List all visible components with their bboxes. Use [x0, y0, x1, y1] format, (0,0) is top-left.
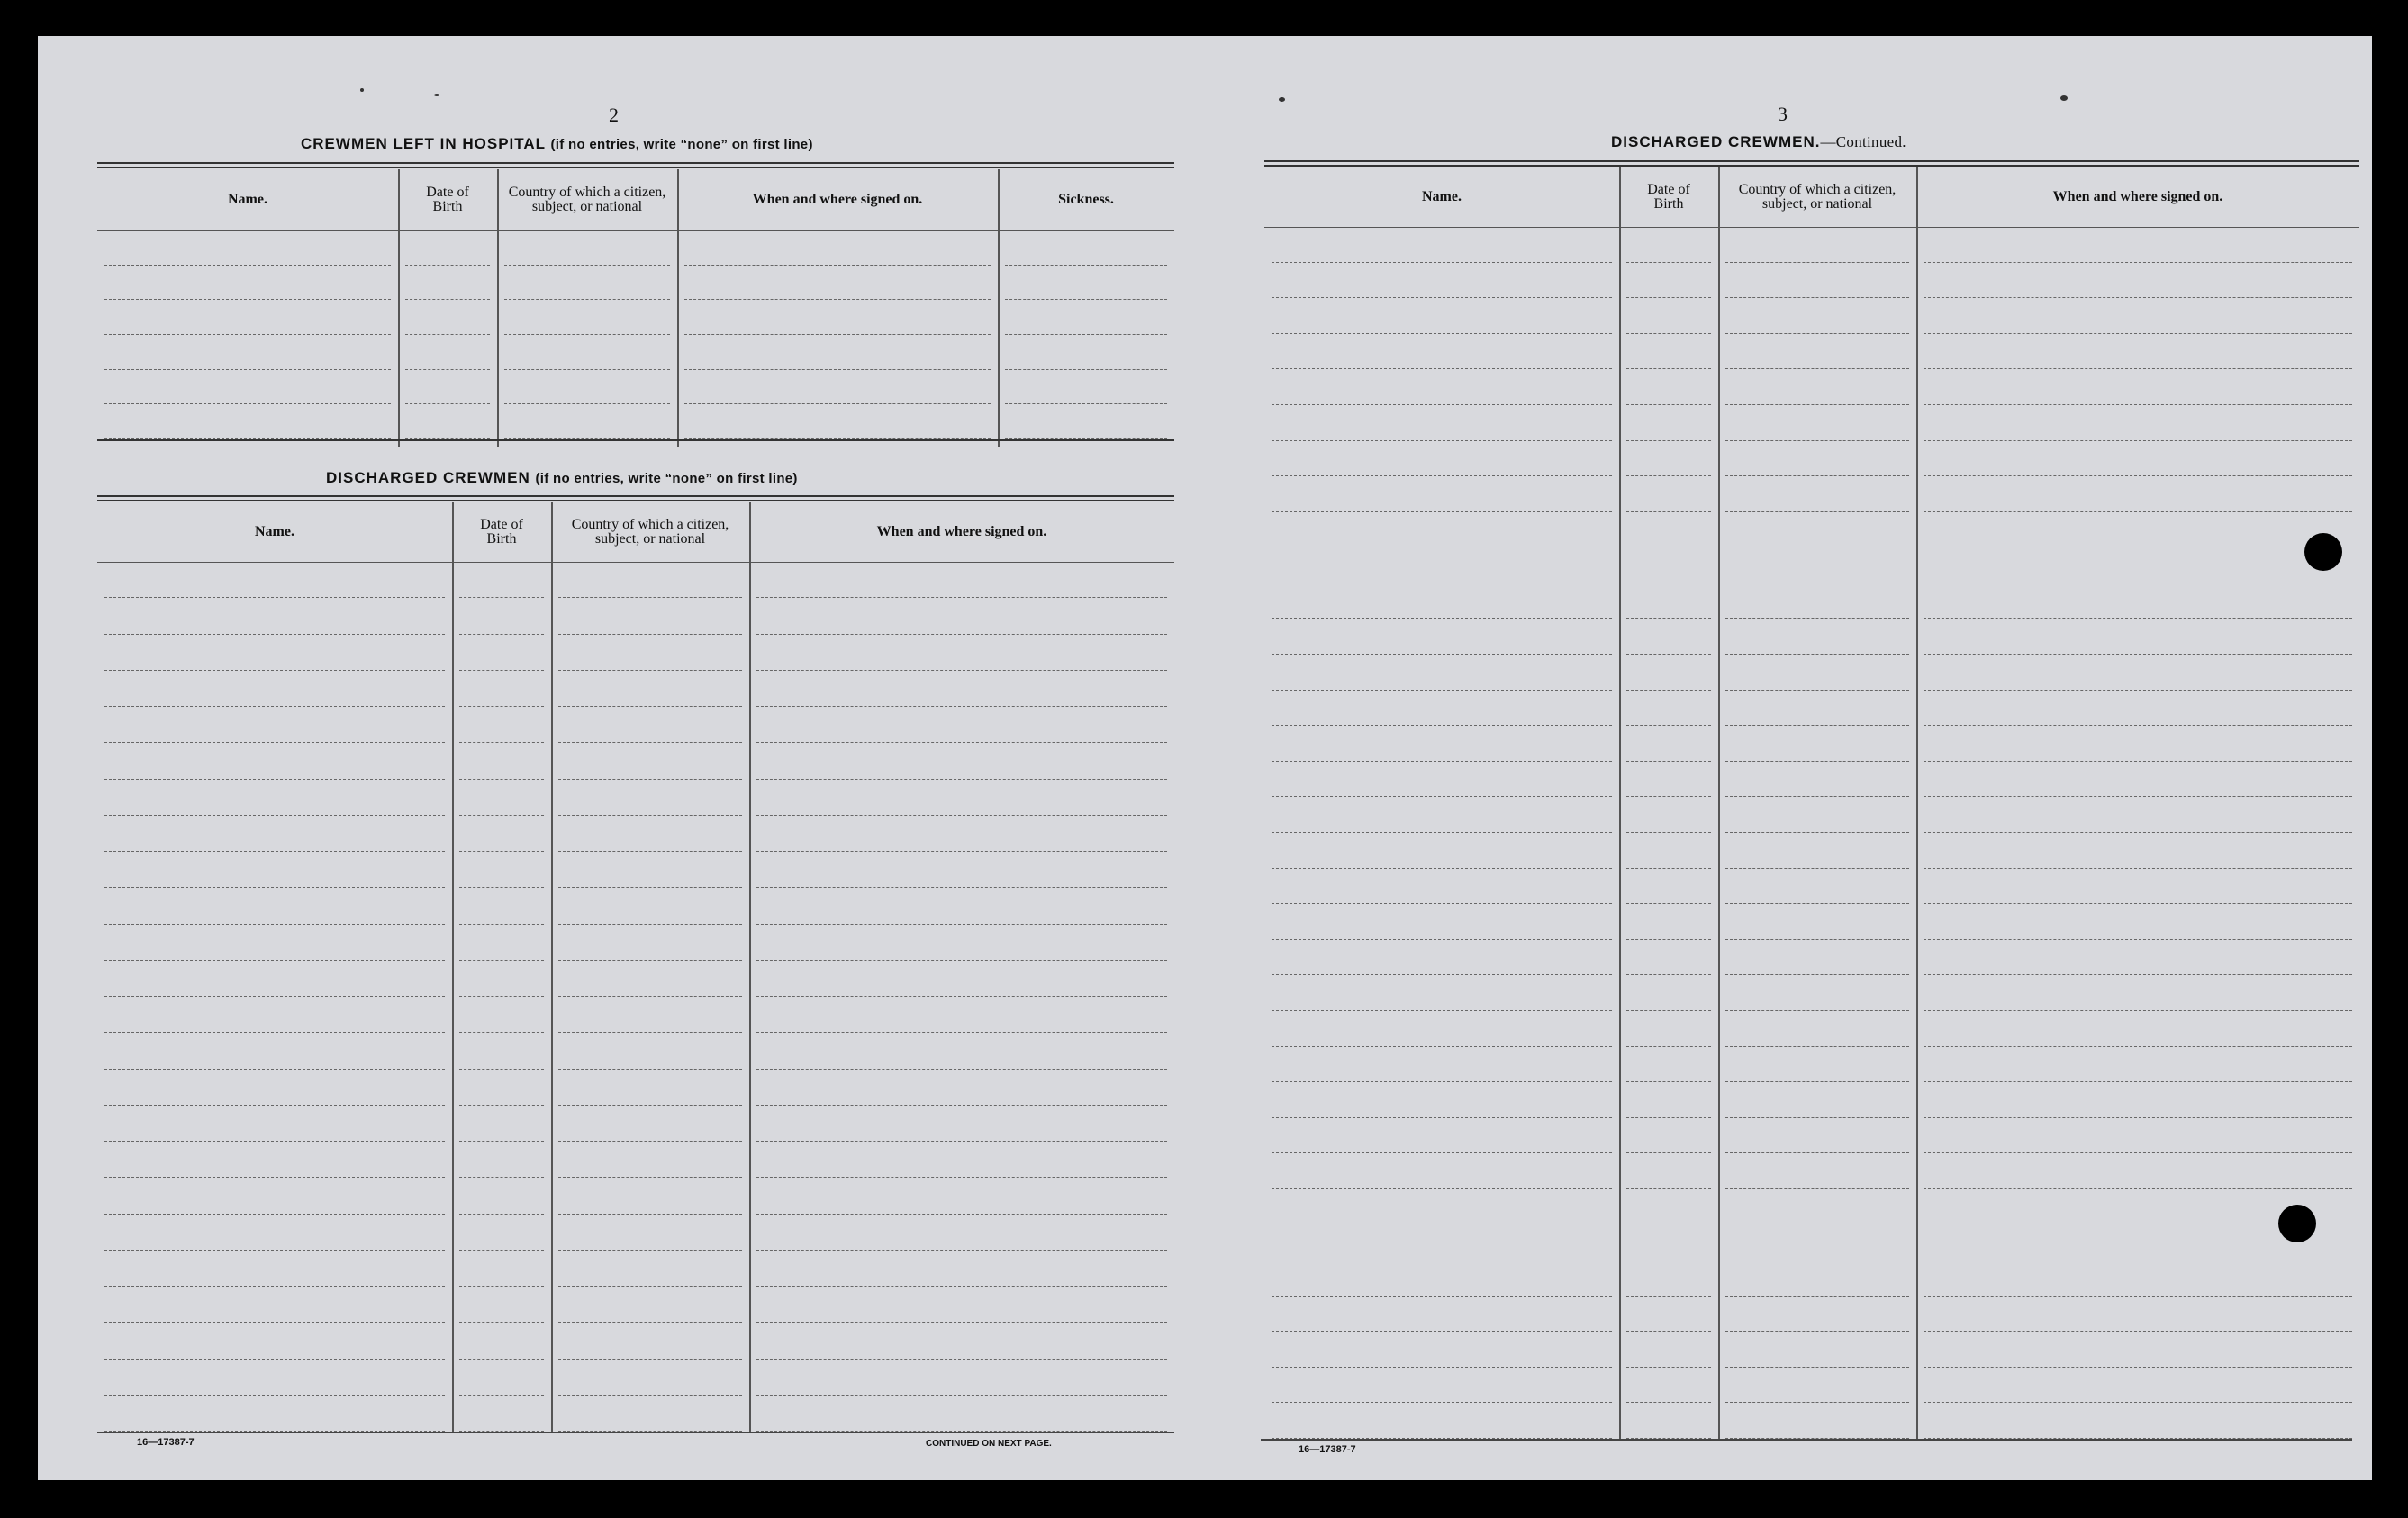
- discharged-bottom-rule: [97, 1432, 1174, 1433]
- table-row: [97, 1396, 1174, 1432]
- punch-hole: [2304, 533, 2342, 571]
- discharged-continued-table: [1264, 167, 2359, 1439]
- table-row: [1264, 547, 2359, 583]
- table-row: [97, 743, 1174, 779]
- header-country: Country of which a citizen, subject, or national: [1738, 182, 1897, 212]
- table-row: [1264, 691, 2359, 727]
- discharged-top-rule: [97, 495, 1174, 501]
- table-row: [97, 1033, 1174, 1069]
- left-page: [38, 36, 1181, 1480]
- table-row: [97, 635, 1174, 671]
- table-row: [97, 1106, 1174, 1142]
- table-row: [97, 888, 1174, 924]
- table-row: [97, 852, 1174, 888]
- table-row: [97, 671, 1174, 707]
- header-sickness: Sickness.: [1058, 192, 1114, 207]
- table-row: [1264, 1332, 2359, 1368]
- hospital-top-rule: [97, 162, 1174, 168]
- table-row: [97, 266, 1174, 301]
- table-row: [1264, 1011, 2359, 1047]
- table-row: [1264, 833, 2359, 869]
- table-row: [97, 1070, 1174, 1106]
- table-row: [1264, 512, 2359, 548]
- discharged-section-title: DISCHARGED CREWMEN (if no entries, write “none” on first line): [326, 469, 798, 486]
- table-row: [97, 598, 1174, 634]
- continued-note: CONTINUED ON NEXT PAGE.: [926, 1439, 1052, 1449]
- table-row: [1264, 583, 2359, 619]
- hospital-table: [97, 169, 1174, 447]
- table-row: [1264, 1153, 2359, 1189]
- table-row: [97, 1360, 1174, 1396]
- table-row: [97, 1251, 1174, 1287]
- table-row: [1264, 405, 2359, 441]
- table-row: [97, 1287, 1174, 1323]
- scan-speck: [360, 88, 364, 92]
- table-row: [1264, 904, 2359, 940]
- table-row: [1264, 334, 2359, 370]
- table-row: [1264, 1260, 2359, 1297]
- hospital-bottom-rule: [97, 439, 1174, 443]
- table-row: [1264, 1224, 2359, 1260]
- table-row: [1264, 940, 2359, 976]
- discharged-continued-title: DISCHARGED CREWMEN.—Continued.: [1611, 133, 1906, 150]
- header-date-of-birth: Date of Birth: [426, 185, 469, 214]
- table-row: [1264, 1082, 2359, 1118]
- table-row: [97, 300, 1174, 335]
- table-row: [97, 562, 1174, 598]
- header-country: Country of which a citizen, subject, or national: [571, 517, 729, 547]
- table-row: [1264, 797, 2359, 833]
- table-row: [1264, 476, 2359, 512]
- header-name: Name.: [228, 192, 267, 207]
- form-code: 16—17387-7: [137, 1437, 195, 1448]
- table-row: [1264, 1403, 2359, 1439]
- right-top-rule: [1264, 160, 2359, 167]
- hospital-section-title: CREWMEN LEFT IN HOSPITAL (if no entries, write “none” on first line): [301, 135, 813, 152]
- table-row: [97, 230, 1174, 266]
- header-country: Country of which a citizen, subject, or national: [508, 185, 666, 214]
- table-row: [1264, 263, 2359, 299]
- table-row: [97, 707, 1174, 743]
- header-name: Name.: [1422, 189, 1462, 204]
- table-row: [1264, 1047, 2359, 1083]
- form-sheet: [38, 36, 2372, 1480]
- table-row: [1264, 762, 2359, 798]
- table-row: [1264, 619, 2359, 655]
- table-row: [1264, 441, 2359, 477]
- table-row: [1264, 726, 2359, 762]
- table-row: [1264, 869, 2359, 905]
- table-row: [97, 780, 1174, 816]
- table-row: [97, 961, 1174, 997]
- page-number: 2: [609, 104, 619, 126]
- scan-speck: [1279, 97, 1285, 102]
- header-name: Name.: [255, 524, 294, 539]
- table-row: [1264, 975, 2359, 1011]
- table-row: [1264, 1118, 2359, 1154]
- punch-hole: [2278, 1205, 2316, 1242]
- table-row: [97, 816, 1174, 852]
- table-row: [1264, 1297, 2359, 1333]
- discharged-table: [97, 502, 1174, 1432]
- table-row: [97, 1178, 1174, 1214]
- table-row: [97, 925, 1174, 961]
- table-row: [1264, 655, 2359, 691]
- header-date-of-birth: Date of Birth: [1647, 182, 1690, 212]
- table-row: [97, 997, 1174, 1033]
- header-date-of-birth: Date of Birth: [480, 517, 523, 547]
- table-row: [1264, 1368, 2359, 1404]
- form-code: 16—17387-7: [1299, 1444, 1356, 1455]
- table-row: [97, 335, 1174, 370]
- right-bottom-rule: [1261, 1439, 2352, 1441]
- table-row: [97, 370, 1174, 405]
- right-page: [1209, 36, 2372, 1480]
- table-row: [1264, 369, 2359, 405]
- table-row: [97, 1215, 1174, 1251]
- table-row: [97, 404, 1174, 439]
- header-when-where: When and where signed on.: [752, 192, 923, 207]
- table-row: [97, 1142, 1174, 1178]
- table-row: [97, 1323, 1174, 1359]
- table-row: [1264, 227, 2359, 263]
- page-number: 3: [1778, 103, 1788, 125]
- table-row: [1264, 298, 2359, 334]
- header-when-where: When and where signed on.: [2052, 189, 2223, 204]
- scan-speck: [2060, 95, 2068, 101]
- header-when-where: When and where signed on.: [876, 524, 1047, 539]
- table-row: [1264, 1189, 2359, 1225]
- scan-speck: [434, 94, 439, 96]
